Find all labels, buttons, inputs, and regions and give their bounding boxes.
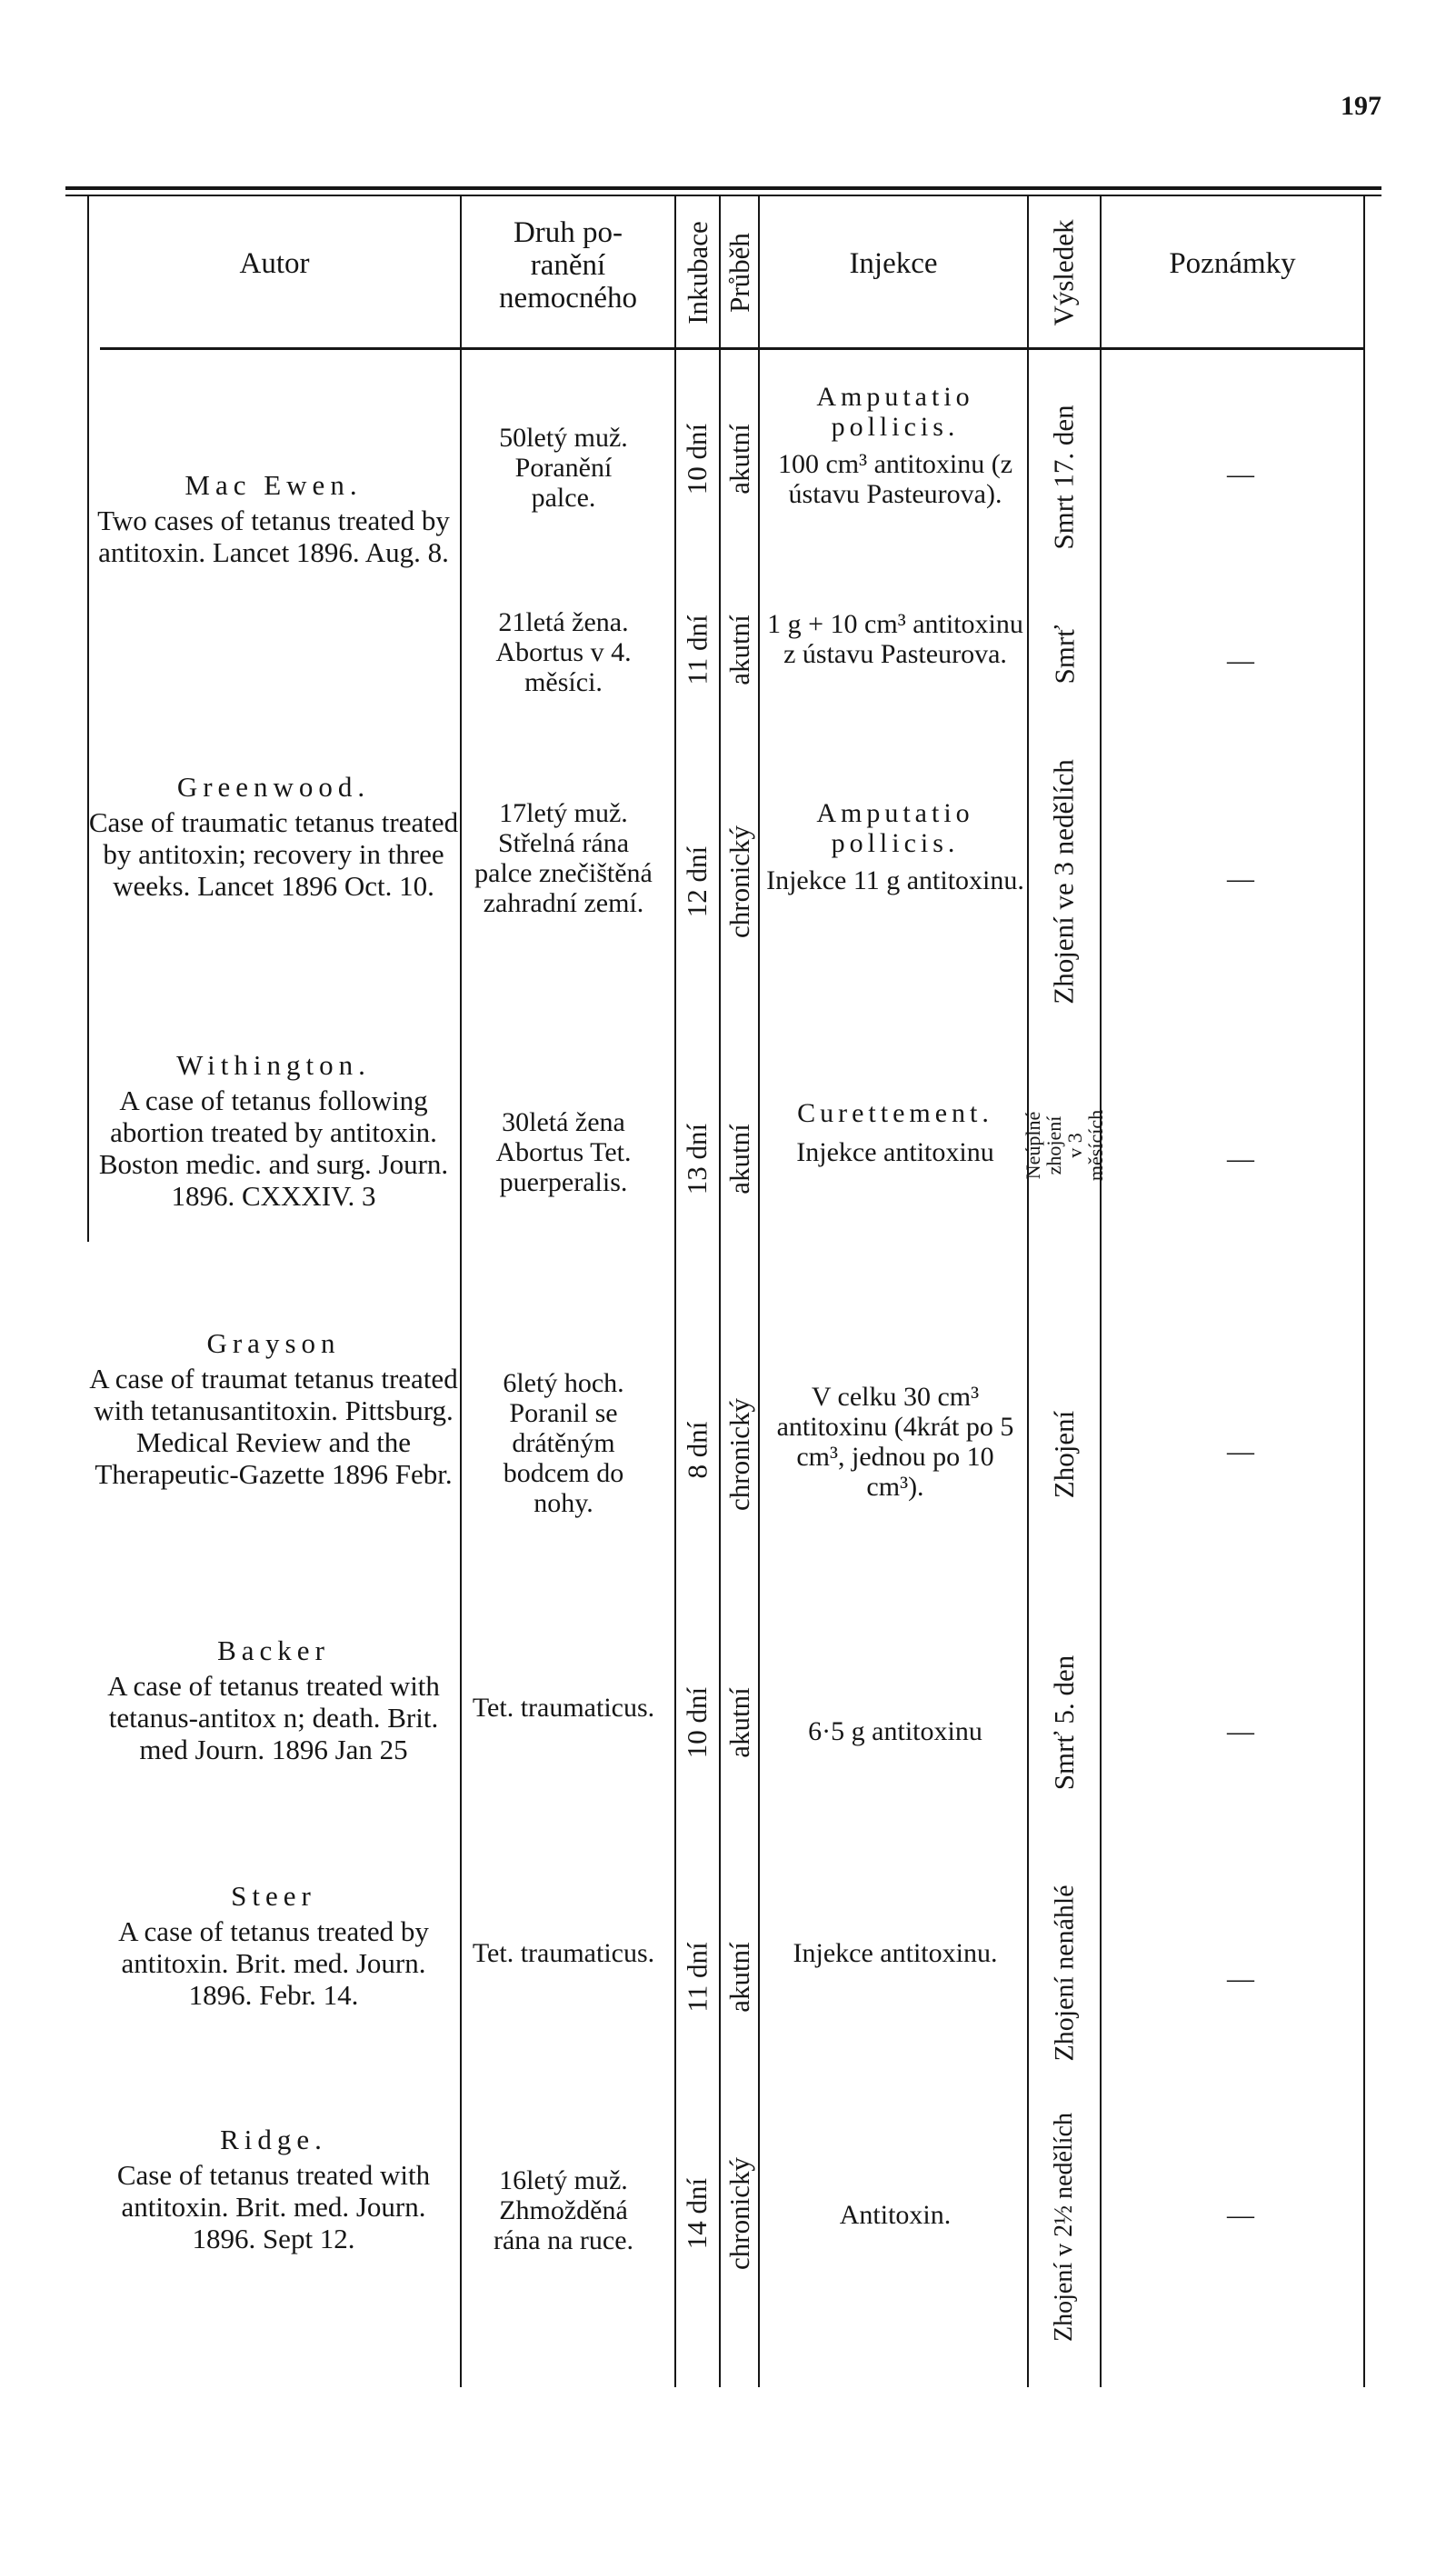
header-prubeh: Průběh bbox=[723, 233, 755, 313]
vysledek-cell: Smrt 17. den bbox=[1048, 405, 1080, 550]
author-entry bbox=[87, 469, 460, 568]
vysledek-cell: Smrť bbox=[1047, 625, 1080, 685]
vysledek-cell: Smrť 5. den bbox=[1048, 1654, 1080, 1791]
druh-cell: Tet. traumaticus. bbox=[472, 1693, 655, 1723]
author-name: Greenwood. bbox=[176, 771, 371, 803]
injekce-cell bbox=[765, 1938, 1025, 1968]
author-citation: Case of tetanus treated with antitoxin. Brit. med. Journ. 1896. Sept 12. bbox=[116, 2159, 431, 2254]
inkubace-cell: 12 dní bbox=[681, 845, 713, 918]
author-entry bbox=[87, 1049, 460, 1212]
header-rule bbox=[100, 347, 1365, 350]
injekce-text: V celku 30 cm³ antitoxinu (4krát po 5 cm³, jednou po 10 cm³). bbox=[776, 1382, 1014, 1502]
inkubace-cell: 11 dní bbox=[681, 1942, 713, 2013]
top-rule-thin bbox=[65, 195, 1381, 196]
author-name: Mac Ewen. bbox=[184, 469, 363, 501]
page-number: 197 bbox=[1341, 91, 1381, 121]
column-divider bbox=[1100, 196, 1102, 2387]
column-divider bbox=[758, 196, 760, 2387]
druh-cell: 50letý muž. Poranění palce. bbox=[499, 423, 628, 513]
poznamka-cell: — bbox=[1227, 1716, 1254, 1746]
prubeh-cell: akutní bbox=[723, 424, 755, 495]
poznamka-cell: — bbox=[1227, 1436, 1254, 1466]
author-entry bbox=[87, 2124, 460, 2254]
druh-cell: 30letá žena Abortus Tet. puerperalis. bbox=[495, 1107, 632, 1197]
vysledek-cell: Neúplné zhojení v 3 měsících bbox=[1022, 1109, 1107, 1182]
inkubace-cell: 11 dní bbox=[681, 615, 713, 685]
prubeh-cell: chronický bbox=[723, 1398, 755, 1511]
author-citation: A case of traumat tetanus treated with tetanusantitoxin. Pittsburg. Medical Review and the Therapeutic-Gazette 1896 Febr. bbox=[89, 1363, 458, 1490]
inkubace-cell: 10 dní bbox=[681, 423, 713, 495]
injekce-text: Injekce antitoxinu. bbox=[793, 1938, 998, 1968]
poznamka-cell: — bbox=[1227, 1144, 1254, 1174]
prubeh-cell: akutní bbox=[723, 1687, 755, 1758]
author-entry bbox=[87, 771, 460, 902]
poznamka-cell: — bbox=[1227, 864, 1254, 894]
header-vysledek: Výsledek bbox=[1048, 219, 1080, 326]
author-name: Withington. bbox=[176, 1049, 371, 1081]
header-druh: Druh po- ranění nemocného bbox=[498, 216, 638, 315]
inkubace-cell: 10 dní bbox=[681, 1686, 713, 1759]
prubeh-cell: akutní bbox=[723, 1124, 755, 1195]
injekce-text: Injekce antitoxinu bbox=[796, 1137, 994, 1167]
author-citation: A case of tetanus treated by antitoxin. Brit. med. Journ. 1896. Febr. 14. bbox=[118, 1915, 429, 2011]
injekce-cell bbox=[765, 382, 1025, 509]
injekce-cell bbox=[765, 798, 1025, 895]
header-inkubace: Inkubace bbox=[681, 221, 713, 325]
author-citation: Case of traumatic tetanus treated by antitoxin; recovery in three weeks. Lancet 1896 Oct. 10. bbox=[88, 806, 459, 902]
header-injekce: Injekce bbox=[849, 247, 938, 280]
prubeh-cell: akutní bbox=[723, 1942, 755, 2013]
inkubace-cell: 14 dní bbox=[681, 2177, 713, 2250]
injekce-title: Amputatio pollicis. bbox=[816, 382, 974, 442]
injekce-title: Curettement. bbox=[797, 1098, 993, 1128]
top-rule bbox=[65, 186, 1381, 190]
injekce-text: Injekce 11 g antitoxinu. bbox=[766, 865, 1024, 895]
poznamka-cell: — bbox=[1227, 1964, 1254, 1994]
druh-cell: 21letá žena. Abortus v 4. měsíci. bbox=[495, 607, 632, 697]
druh-cell: 6letý hoch. Poranil se drátěným bodcem do nohy. bbox=[503, 1368, 624, 1518]
author-citation: A case of tetanus treated with tetanus-antitox n; death. Brit. med Journ. 1896 Jan 25 bbox=[107, 1670, 440, 1765]
column-divider bbox=[1363, 196, 1365, 2387]
poznamka-cell: — bbox=[1227, 459, 1254, 489]
injekce-title: Amputatio pollicis. bbox=[816, 798, 974, 858]
author-name: Ridge. bbox=[220, 2124, 327, 2155]
author-entry bbox=[87, 1880, 460, 2011]
prubeh-cell: chronický bbox=[723, 825, 755, 938]
druh-cell: 16letý muž. Zhmožděná rána na ruce. bbox=[493, 2165, 634, 2255]
vysledek-cell: Zhojení v 2½ nedělích bbox=[1050, 2113, 1078, 2342]
header-poznamky: Poznámky bbox=[1169, 247, 1296, 280]
injekce-text: 1 g + 10 cm³ antitoxinu z ústavu Pasteurova. bbox=[767, 609, 1023, 669]
prubeh-cell: chronický bbox=[723, 2157, 755, 2270]
poznamka-cell: — bbox=[1227, 2200, 1254, 2230]
injekce-text: 100 cm³ antitoxinu (z ústavu Pasteurova). bbox=[777, 449, 1013, 509]
author-citation: A case of tetanus following abortion treated by antitoxin. Boston medic. and surg. Journ. 1896. CXXXIV. 3 bbox=[98, 1085, 449, 1212]
injekce-cell bbox=[765, 1382, 1025, 1502]
injekce-text: Antitoxin. bbox=[839, 2200, 952, 2230]
column-divider bbox=[460, 196, 462, 2387]
vysledek-cell: Zhojení ve 3 nedělích bbox=[1048, 759, 1080, 1005]
poznamka-cell: — bbox=[1227, 645, 1254, 675]
author-entry bbox=[87, 1327, 460, 1490]
author-name: Steer bbox=[231, 1880, 316, 1912]
author-citation: Two cases of tetanus treated by antitoxin. Lancet 1896. Aug. 8. bbox=[97, 505, 450, 568]
injekce-cell bbox=[765, 609, 1025, 669]
injekce-cell bbox=[765, 1716, 1025, 1746]
injekce-cell bbox=[765, 2200, 1025, 2230]
druh-cell: Tet. traumaticus. bbox=[472, 1938, 655, 1968]
inkubace-cell: 8 dní bbox=[681, 1421, 713, 1479]
author-name: Backer bbox=[217, 1634, 330, 1666]
druh-cell: 17letý muž. Střelná rána palce znečištěná zahradní zemí. bbox=[474, 798, 653, 918]
author-name: Grayson bbox=[206, 1327, 341, 1359]
prubeh-cell: akutní bbox=[723, 615, 755, 685]
injekce-cell bbox=[765, 1098, 1025, 1167]
author-entry bbox=[87, 1634, 460, 1765]
vysledek-cell: Zhojení bbox=[1048, 1410, 1081, 1499]
inkubace-cell: 13 dní bbox=[681, 1123, 713, 1195]
header-autor: Autor bbox=[239, 247, 310, 280]
injekce-text: 6·5 g antitoxinu bbox=[808, 1716, 982, 1746]
vysledek-cell: Zhojení nenáhlé bbox=[1049, 1884, 1080, 2062]
